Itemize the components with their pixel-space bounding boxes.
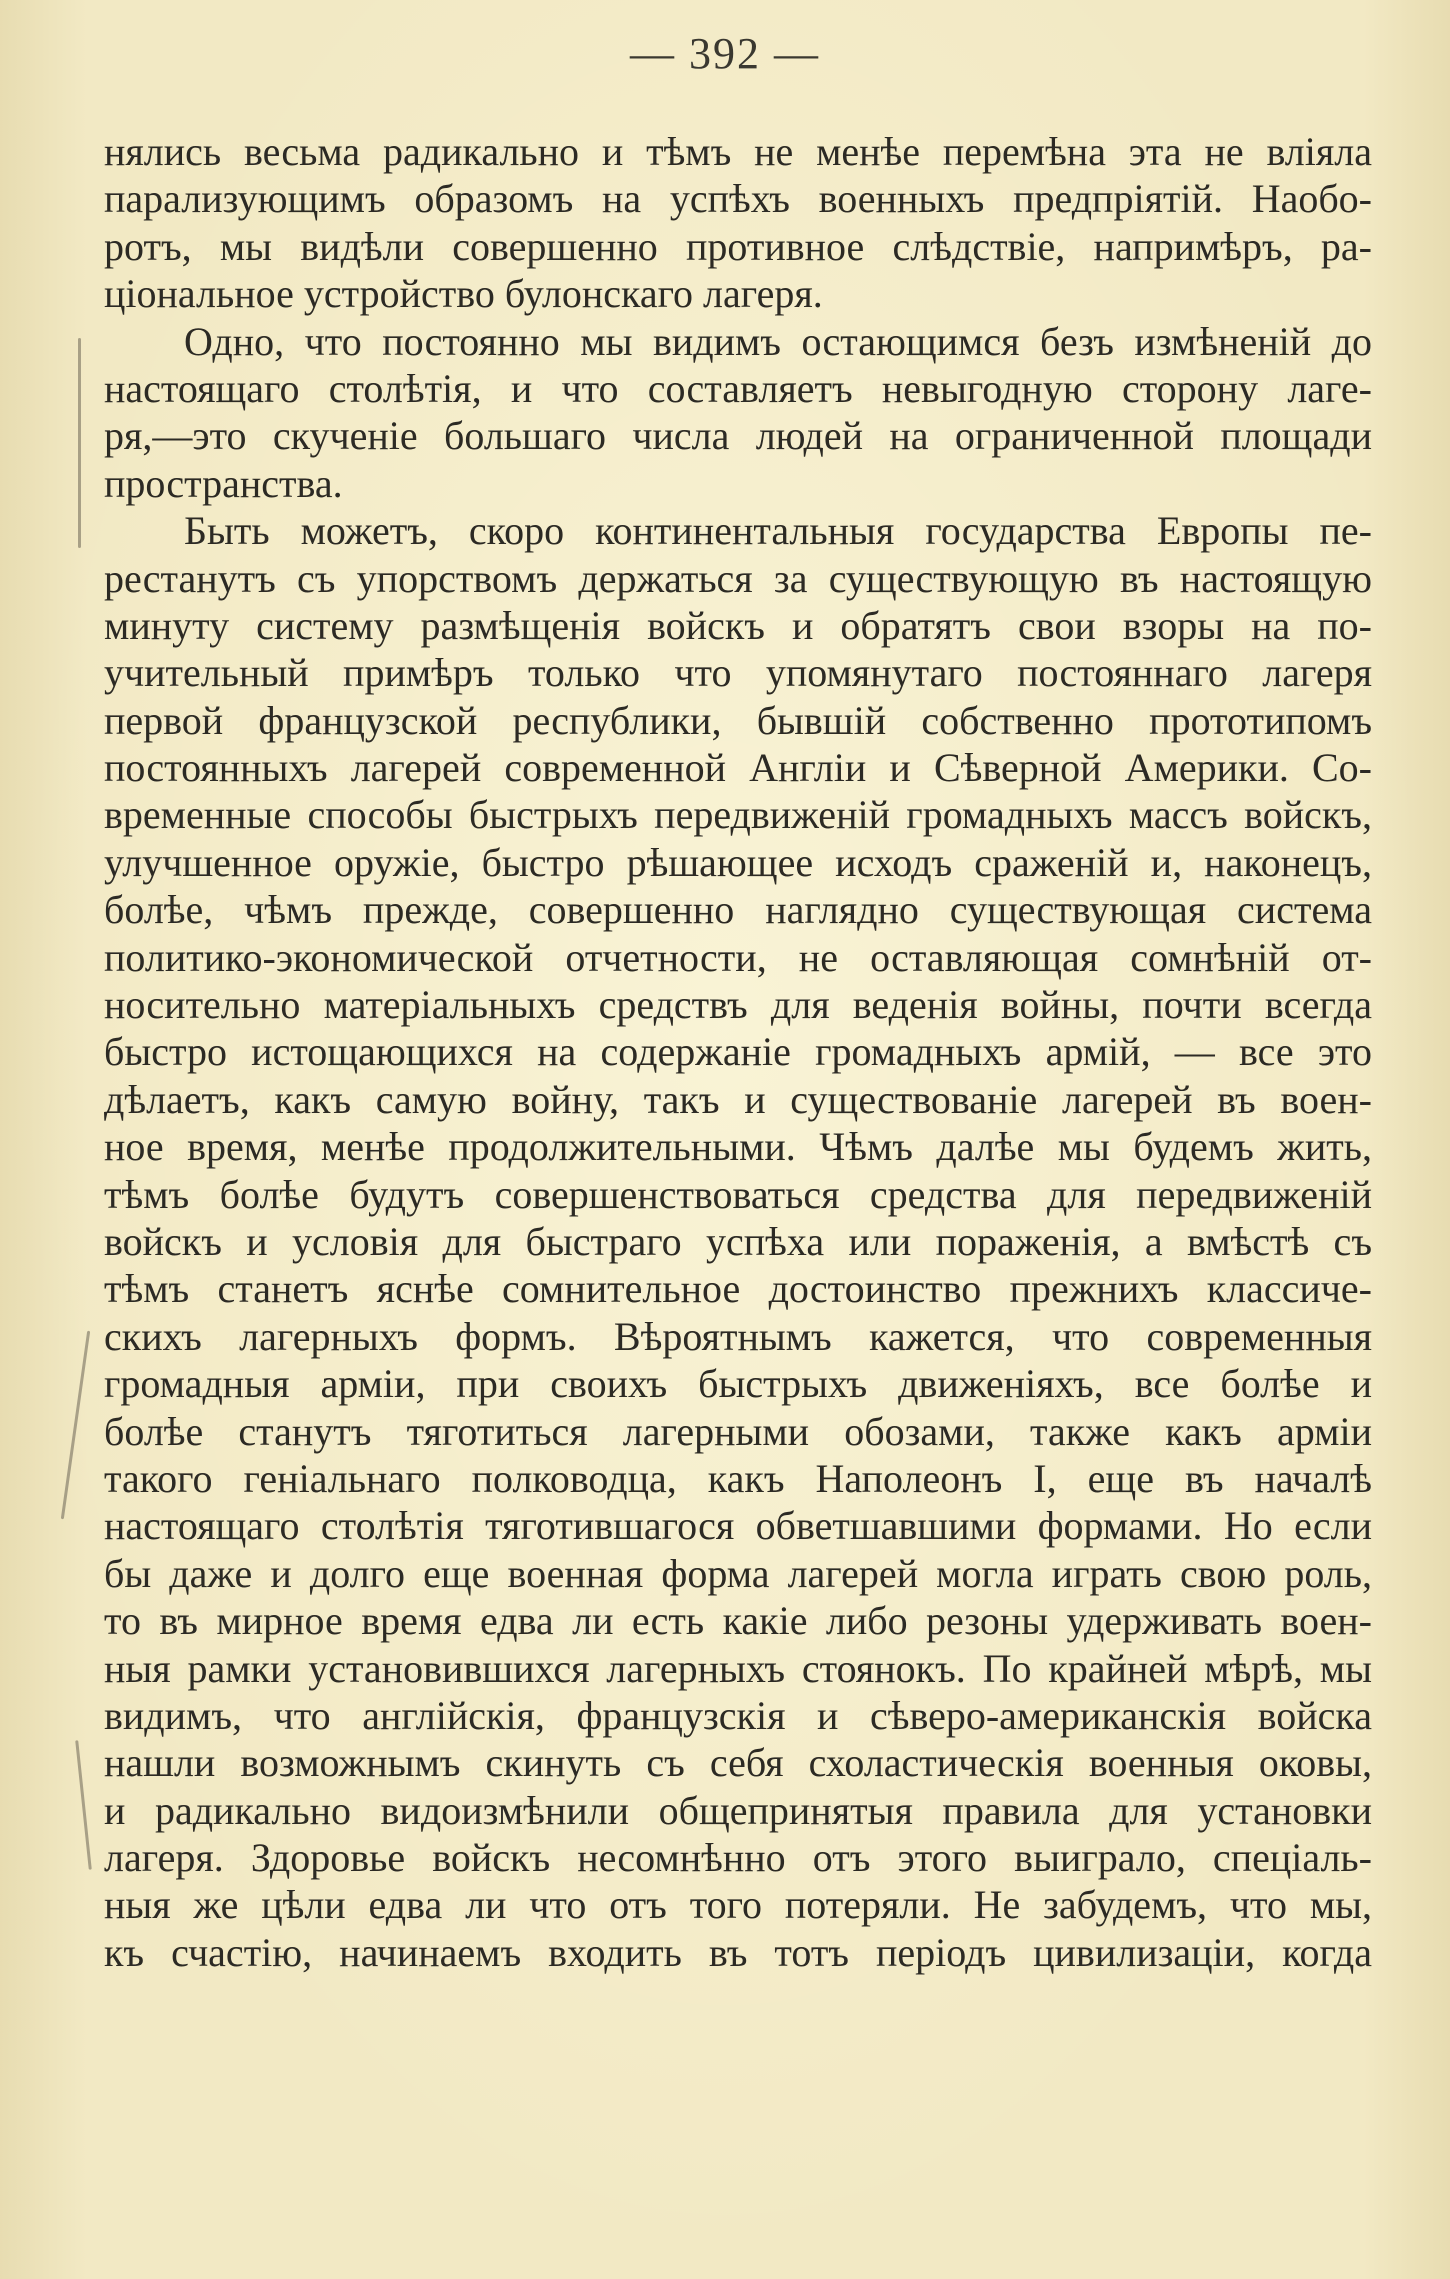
text-line: и радикально видоизмѣнили общепринятыя правила для установки <box>104 1787 1372 1833</box>
text-line: настоящаго столѣтія, и что составляетъ невыгодную сторону лаге- <box>104 365 1372 411</box>
text-line: ротъ, мы видѣли совершенно противное слѣдствіе, напримѣръ, ра- <box>104 223 1372 269</box>
text-line: къ счастію, начинаемъ входить въ тотъ періодъ цивилизаціи, когда <box>104 1929 1372 1975</box>
text-line: постоянныхъ лагерей современной Англіи и Сѣверной Америки. Со- <box>104 745 1372 791</box>
margin-pencil-mark <box>78 338 81 548</box>
text-line: видимъ, что англійскія, французскія и сѣверо-американскія войска <box>104 1692 1372 1738</box>
text-line: политико-экономической отчетности, не оставляющая сомнѣній от- <box>104 934 1372 980</box>
text-line: нялись весьма радикально и тѣмъ не менѣе перемѣна эта не вліяла <box>104 129 1372 174</box>
text-line: тѣмъ болѣе будутъ совершенствоваться средства для передвиженій <box>104 1171 1372 1217</box>
text-line: скихъ лагерныхъ формъ. Вѣроятнымъ кажется, что современныя <box>104 1313 1372 1359</box>
text-line: нашли возможнымъ скинуть съ себя схоластическія военныя оковы, <box>104 1740 1372 1786</box>
text-line: настоящаго столѣтія тяготившагося обветшавшими формами. Но если <box>104 1503 1372 1549</box>
text-line: пространства. <box>104 460 343 506</box>
text-line: войскъ и условія для быстраго успѣха или пораженія, а вмѣстѣ съ <box>104 1218 1372 1264</box>
text-line: то въ мирное время едва ли есть какіе либо резоны удерживать воен- <box>104 1598 1372 1644</box>
text-line: временные способы быстрыхъ передвиженій громадныхъ массъ войскъ, <box>104 792 1372 838</box>
text-line: носительно матеріальныхъ средствъ для веденія войны, почти всегда <box>104 982 1372 1028</box>
text-line: тѣмъ станетъ яснѣе сомнительное достоинство прежнихъ классиче- <box>104 1266 1372 1312</box>
margin-pencil-mark <box>75 1740 92 1870</box>
page-text <box>104 128 1372 1976</box>
text-line: дѣлаетъ, какъ самую войну, такъ и существованіе лагерей въ воен- <box>104 1076 1372 1122</box>
text-line: болѣе, чѣмъ прежде, совершенно наглядно существующая система <box>104 887 1372 933</box>
text-line: такого геніальнаго полководца, какъ Наполеонъ I, еще въ началѣ <box>104 1455 1372 1501</box>
text-line: ціональное устройство булонскаго лагеря. <box>104 271 823 317</box>
text-line: болѣе станутъ тяготиться лагерными обозами, также какъ арміи <box>104 1408 1372 1454</box>
text-line: рестанутъ съ упорствомъ держаться за существующую въ настоящую <box>104 555 1372 601</box>
text-line: громадныя арміи, при своихъ быстрыхъ движеніяхъ, все болѣе и <box>104 1361 1372 1407</box>
text-line: Быть можетъ, скоро континентальныя государства Европы пе- <box>184 508 1372 554</box>
text-line: минуту систему размѣщенія войскъ и обратятъ свои взоры на по- <box>104 602 1372 648</box>
text-line: быстро истощающихся на содержаніе громадныхъ армій, — все это <box>104 1029 1372 1075</box>
text-line: ныя же цѣли едва ли что отъ того потеряли. Не забудемъ, что мы, <box>104 1882 1372 1928</box>
text-line: Одно, что постоянно мы видимъ остающимся безъ измѣненій до <box>184 318 1372 364</box>
text-line: учительный примѣръ только что упомянутаго постояннаго лагеря <box>104 650 1372 696</box>
text-line: первой французской республики, бывшій собственно прототипомъ <box>104 697 1372 743</box>
text-line: бы даже и долго еще военная форма лагерей могла играть свою роль, <box>104 1550 1372 1596</box>
text-line: ря,—это скученіе большаго числа людей на ограниченной площади <box>104 413 1372 459</box>
margin-pencil-mark <box>61 1331 90 1520</box>
page-number: — 392 — <box>630 29 820 78</box>
text-line: ныя рамки установившихся лагерныхъ стоянокъ. По крайней мѣрѣ, мы <box>104 1645 1372 1691</box>
text-line: ное время, менѣе продолжительными. Чѣмъ далѣе мы будемъ жить, <box>104 1124 1372 1170</box>
text-line: парализующимъ образомъ на успѣхъ военныхъ предпріятій. Наобо- <box>104 176 1372 222</box>
text-line: улучшенное оружіе, быстро рѣшающее исходъ сраженій и, наконецъ, <box>104 839 1372 885</box>
text-line: лагеря. Здоровье войскъ несомнѣнно отъ этого выиграло, спеціаль- <box>104 1835 1372 1881</box>
